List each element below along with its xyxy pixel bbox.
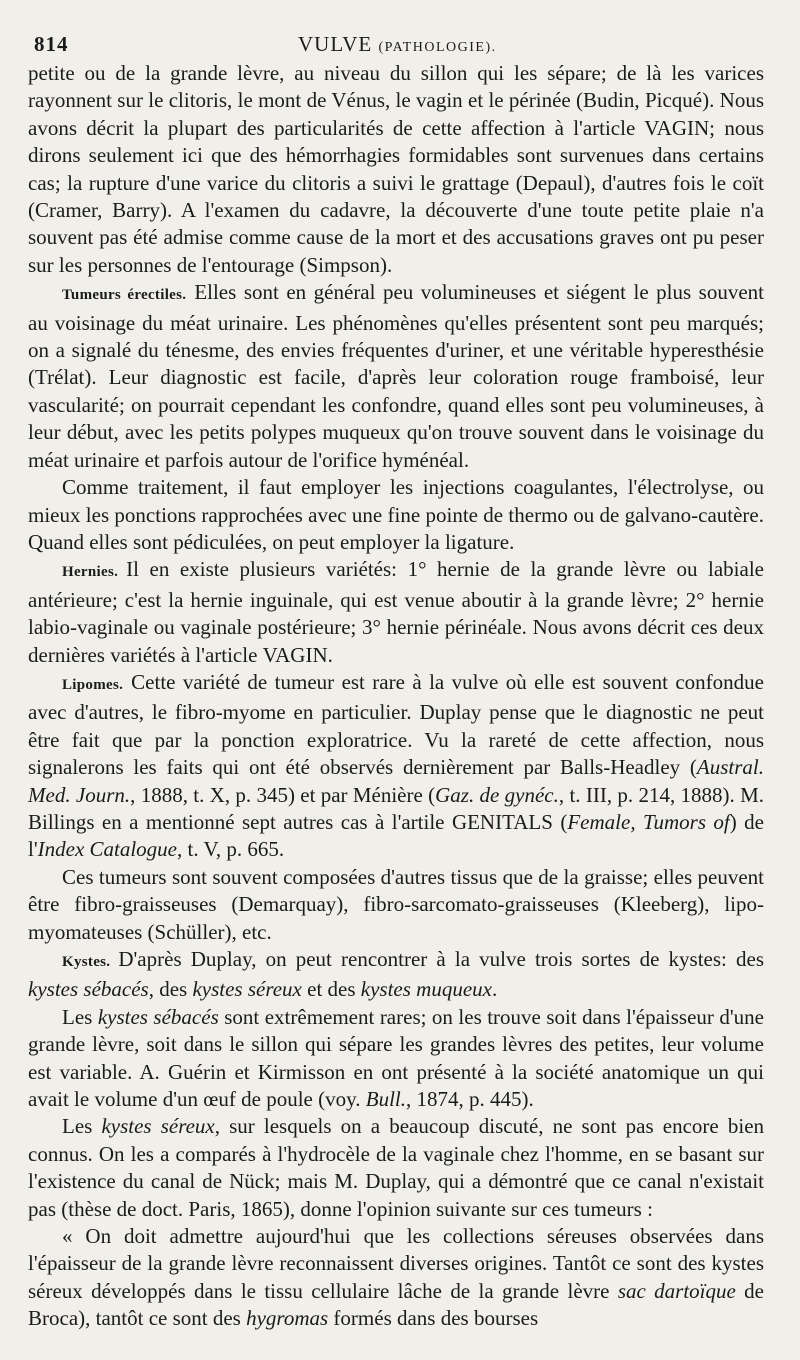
term: hygromas [246, 1306, 329, 1331]
paragraph-kystes-sebaces [28, 1004, 764, 1114]
quotation-text: « On doit admettre aujourd'hui que les collections séreuses observées dans l'épaisseur de la grande lèvre reconnaissent diverses origines. Tantôt ce sont des kystes séreux développés dans le tissu cellulaire lâche de la grande lèvre [28, 1224, 764, 1303]
section-hernies [28, 556, 764, 669]
section-heading: Tumeurs érectiles. [62, 287, 187, 304]
running-title [298, 32, 497, 57]
term: kystes sébacés [97, 1004, 219, 1029]
journal-title: Austral. Med. Journ. [28, 755, 764, 807]
section-heading: Hernies. [62, 564, 119, 581]
text-run: , sur lesquels on a beaucoup discuté, ne sont pas encore bien connus. On les a comparés à l'hydrocèle de la vaginale chez l'homme, en se basant sur l'existence du canal de Nück; mais M. Duplay, qui a démontré que ce canal n'existait pas (thèse de doct. Paris, 1865), donne l'opinion suivante sur ces tumeurs : [28, 1114, 765, 1221]
journal-title: Gaz. de gynéc. [435, 782, 559, 807]
citation-text: , t. III, p. 214, 1888). M. Billings en a mentionné sept autres cas à l'artile [28, 782, 764, 834]
punctuation: . [491, 977, 498, 1002]
text-run: Les [62, 1004, 93, 1029]
citation-text: , 1888, t. X, p. 345) et par Ménière ( [130, 782, 436, 807]
section-body: D'après Duplay, on peut rencontrer à la vulve trois sortes de kystes: des [118, 947, 764, 971]
section-kystes [28, 946, 764, 1004]
section-body: Elles sont en général peu volumineuses et siégent le plus souvent au voisinage du méat urinaire. Les phénomènes qu'elles présentent sont peu marqués; on a signalé du ténesme, des envies fréquentes d'uriner, et une véritable hyperesthésie (Trélat). Leur diagnostic est facile, d'après leur coloration rouge framboisé, leur vascularité; on pourrait cependant les confondre, quand elles sont peu volumineuses, à leur début, avec les petits polypes muqueux qu'on trouve souvent dans le voisinage du méat urinaire et parfois autour de l'orifice hyménéal. [28, 280, 765, 472]
page-number: 814 [34, 32, 69, 56]
section-heading: Lipomes. [62, 676, 124, 693]
quotation-text: formés dans des bourses [328, 1306, 539, 1331]
cross-reference: GENITALS [451, 809, 553, 834]
text-run: sont extrêmement rares; on les trouve soit dans l'épaisseur d'une grande lèvre, soit dans le sillon qui sépare les grandes lèvres des petites, leur volume est variable. A. Guérin et Kirmisson en ont présenté à la société anatomique un qui avait le volume d'un œuf de poule (voy. [28, 1004, 764, 1112]
section-lipomes [28, 669, 764, 864]
cross-reference: VAGIN [262, 642, 328, 667]
page-header [28, 24, 764, 60]
term: kystes muqueux [360, 977, 492, 1002]
section-body: Cette variété de tumeur est rare à la vulve où elle est souvent confondue avec d'autres, le fibro-myome en particulier. Duplay pense que le diagnostic ne peut être fait que par la ponction exploratrice. Vu la rareté de cette affection, nous signalerons les faits qui ont été observés dernièrement par Balls-Headley ( [28, 669, 764, 780]
text-run: et des [301, 977, 356, 1002]
citation-text: ) de l' [28, 809, 764, 862]
section-heading: Kystes. [62, 954, 111, 970]
term: kystes sébacés [28, 977, 149, 1002]
paragraph-traitement: Comme traitement, il faut employer les injections coagulantes, l'électrolyse, ou mieux les ponctions rapprochées avec une fine pointe de thermo ou de galvano-cautère. Quand elles sont pédiculées, on peut employer la ligature. [28, 475, 764, 554]
paragraph-quotation [28, 1223, 764, 1333]
citation-text: , 1874, p. 445). [406, 1087, 534, 1112]
term: sac dartoïque [617, 1278, 736, 1303]
body-text [28, 60, 764, 1333]
term: kystes séreux [101, 1114, 215, 1139]
quotation-text: de Broca), tantôt ce sont des [28, 1278, 765, 1331]
term: kystes séreux [192, 977, 302, 1002]
citation-text: , t. V, p. 665. [177, 837, 285, 862]
running-title-sub: (PATHOLOGIE). [378, 40, 497, 55]
paragraph-varices: petite ou de la grande lèvre, au niveau du sillon qui les sépare; de là les varices rayonnent sur le clitoris, le mont de Vénus, le vagin et le périnée (Budin, Picqué). Nous avons décrit la plupart des particularités de cette affection à l'article VAGIN; nous dirons seulement ici que des hémorrhagies formidables sont survenues dans certains cas; la rupture d'une varice du clitoris a suivi le grattage (Depaul), d'autres fois le coït (Cramer, Barry). A l'examen du cadavre, la découverte d'une toute petite plaie n'a souvent pas été admise comme cause de la mort et des accusations graves ont pu peser sur les personnes de l'entourage (Simpson). [28, 61, 764, 277]
punctuation: . [327, 642, 333, 667]
running-title-main: VULVE [298, 32, 373, 56]
punctuation: ( [552, 809, 568, 834]
journal-title: Bull. [365, 1087, 407, 1112]
catalogue-title: Index Catalogue [37, 837, 178, 862]
section-tumeurs-erectiles [28, 279, 764, 474]
text-run: , des [148, 977, 188, 1002]
catalogue-entry: Female, Tumors of [567, 809, 730, 834]
section-body: Il en existe plusieurs variétés: 1° hernie de la grande lèvre ou labiale antérieure; c'est la hernie inguinale, qui est venue aboutir à la grande lèvre; 2° hernie labio-vaginale ou vaginale postérieure; 3° hernie périnéale. Nous avons décrit ces deux dernières variétés à l'article [28, 557, 764, 667]
text-run: Les [62, 1114, 93, 1139]
paragraph-kystes-sereux [28, 1113, 764, 1223]
paragraph-composees: Ces tumeurs sont souvent composées d'autres tissus que de la graisse; elles peuvent être fibro-graisseuses (Demarquay), fibro-sarcomato-graisseuses (Kleeberg), lipo-myomateuses (Schüller), etc. [28, 864, 764, 944]
